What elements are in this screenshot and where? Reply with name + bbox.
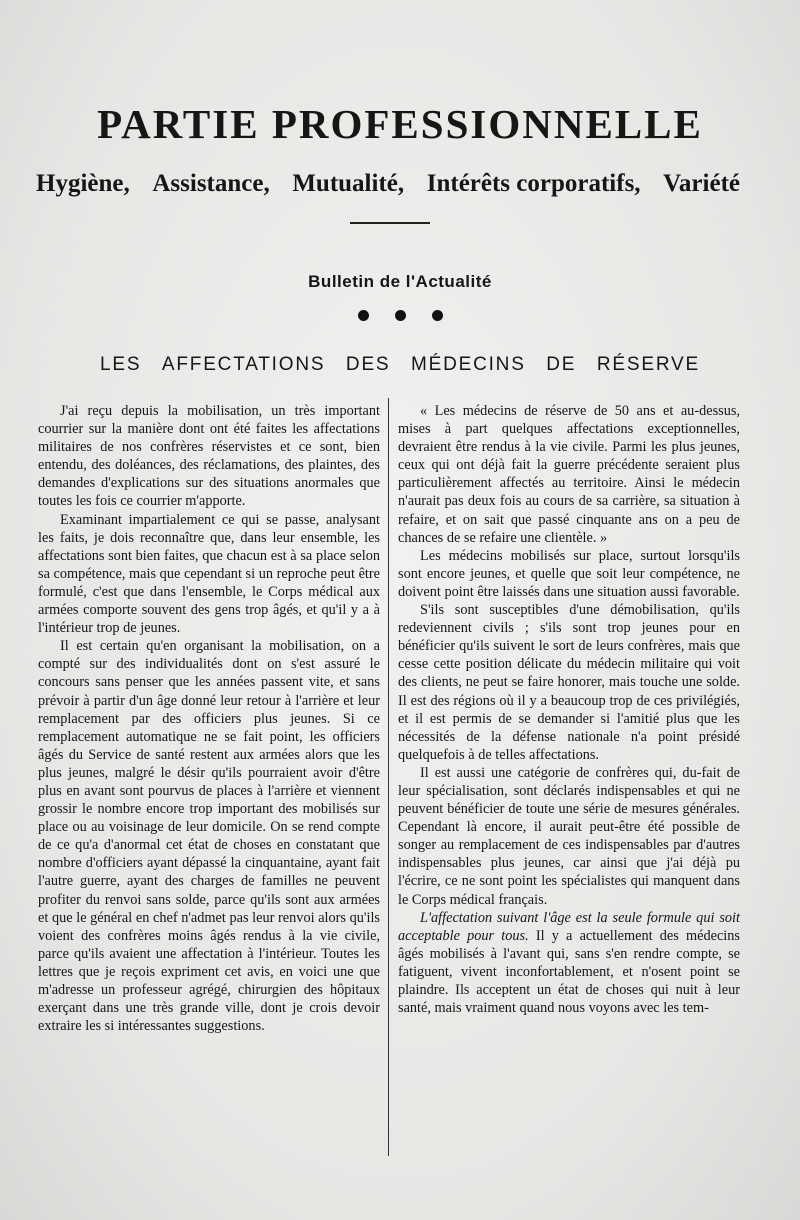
article-title-word: DES: [345, 354, 391, 375]
subtitle-item: Hygiène,: [36, 170, 130, 197]
article-title-word: LES: [100, 354, 142, 375]
subtitle-item: Intérêts corporatifs,: [426, 170, 641, 197]
italic-lead: L'affectation suivant l'âge est la seule formule qui soit acceptable pour tous.: [398, 909, 740, 944]
right-column: [398, 402, 740, 1017]
quote-paragraph: « Les médecins de réserve de 50 ans et au-dessus, mises à part quelques affectations exceptionnelles, devraient être rendus à la vie civile. Parmi les plus jeunes, ceux qui ont déjà fait la guerre précédente seraient plus particulièrement affectés au territoire. Ainsi le médecin n'aurait pas deux fois au cours de sa carrière, sa situation à refaire, et on sait que passé cinquante ans on a peu de chances de se refaire une clientèle. »: [398, 403, 740, 546]
paragraph: S'ils sont susceptibles d'une démobilisation, qu'ils redeviennent civils ; s'ils sont trop jeunes pour en bénéficier qu'ils suivent le sort de leurs confrères, mais que cesse cette position délicate du médecin militaire qui voit des clients, ne peut se faire honorer, mais touche une solde. Il est des régions où il y a beaucoup trop de ces privilégiés, et il est permis de se demander si l'amitié plus que les nécessités de la défense nationale n'a point présidé quelquefois à de telles affectations.: [398, 602, 740, 763]
paragraph: Examinant impartialement ce qui se passe, analysant les faits, je dois reconnaître que, dans leur ensemble, les affectations sont bien faites, que chacun est à sa place selon sa compétence, mais que cependant si un reproche peut être formulé, c'est que dans l'ensemble, le Corps médical aux armées comporte souvent des gens trop âgés, et qu'il y a à l'intérieur trop de jeunes.: [38, 511, 380, 637]
article-title-word: DE: [546, 354, 577, 375]
article-title-word: RÉSERVE: [596, 354, 700, 375]
paragraph-rest: Il y a actuellement des médecins âgés mobilisés à l'avant qui, sans s'en rendre compte, se fatiguent, vivent inconfortablement, et n'osent point se plaindre. Ils acceptent un état de choses qui nuit à leur santé, mais vraiment quand nous voyons avec les tem-: [398, 927, 740, 1017]
subtitle-item: Variété: [663, 170, 740, 197]
paragraph: [398, 909, 740, 1018]
column-divider: [388, 398, 389, 1156]
paragraph: Les médecins mobilisés sur place, surtout lorsqu'ils sont encore jeunes, et quelle que soit leur compétence, ne doivent point être laissés dans une situation aussi favorable.: [398, 547, 740, 600]
paragraph: Il est certain qu'en organisant la mobilisation, on a compté sur des individualités dont on s'est assuré le concours sans penser que les années passent vite, et sans prévoir à partir d'un âge donné leur retour à l'arrière et leur remplacement par des officiers plus jeunes. Si ce remplacement automatique ne se fait point, les officiers âgés du Service de santé restent aux armées alors que les plus jeunes, malgré le désir qu'ils pourraient avoir d'être plus en avant sont pourvus de places à l'arrière et viennent grossir le nombre encore trop important des mobilisés sur place ou au voisinage de leur domicile. On se rend compte de ce qu'a d'anormal cet état de choses en constatant que nombre d'officiers ayant dépassé la cinquantaine, ayant fait l'autre guerre, ayant des charges de familles ne peuvent profiter du renvoi sans solde, parce qu'ils sont aux armées et que le général en chef n'admet pas leur renvoi alors qu'ils voient des confrères moins âgés rendus à la vie civile, parce qu'ils avaient une affectation à l'intérieur. Toutes les lettres que je reçois expriment cet avis, en voici une que m'adresse un professeur agrégé, chirurgien des hôpitaux exerçant dans une très grande ville, dont je crois devoir extraire les si intéressantes suggestions.: [38, 638, 380, 1035]
article-title-word: MÉDECINS: [410, 354, 526, 375]
subtitle-item: Mutualité,: [292, 170, 405, 197]
bullet-dot-icon: [358, 310, 369, 321]
page-title: PARTIE PROFESSIONNELLE: [97, 101, 703, 147]
subtitle-item: Assistance,: [152, 170, 270, 197]
paragraph: J'ai reçu depuis la mobilisation, un très important courrier sur la manière dont ont été faites les affectations militaires de nos confrères réservistes et ce sont, bien entendu, des doléances, des réclamations, des plaintes, des demandes d'explications sur des situations anormales que toutes les fois ce courrier m'apporte.: [38, 403, 380, 510]
bullet-dot-icon: [395, 310, 406, 321]
paragraph: Il est aussi une catégorie de confrères qui, du-fait de leur spécialisation, sont déclarés indispensables et qui ne peuvent bénéficier de toute une série de mesures générales. Cependant là encore, il aurait peut-être été possible de songer au remplacement de ces indispensables par d'autres indispensables plus jeunes, car ainsi que j'ai déjà pu l'écrire, ce ne sont point les spécialistes qui manquent dans le Corps médical français.: [398, 764, 740, 908]
bulletin-heading: Bulletin de l'Actualité: [308, 272, 492, 291]
section-subtitle: [36, 170, 740, 198]
bullet-dot-icon: [432, 310, 443, 321]
ornament-dots: [0, 310, 800, 321]
left-column: [38, 402, 380, 1035]
article-title-word: AFFECTATIONS: [161, 354, 326, 375]
article-title: [100, 354, 700, 376]
title-divider: [350, 222, 430, 224]
